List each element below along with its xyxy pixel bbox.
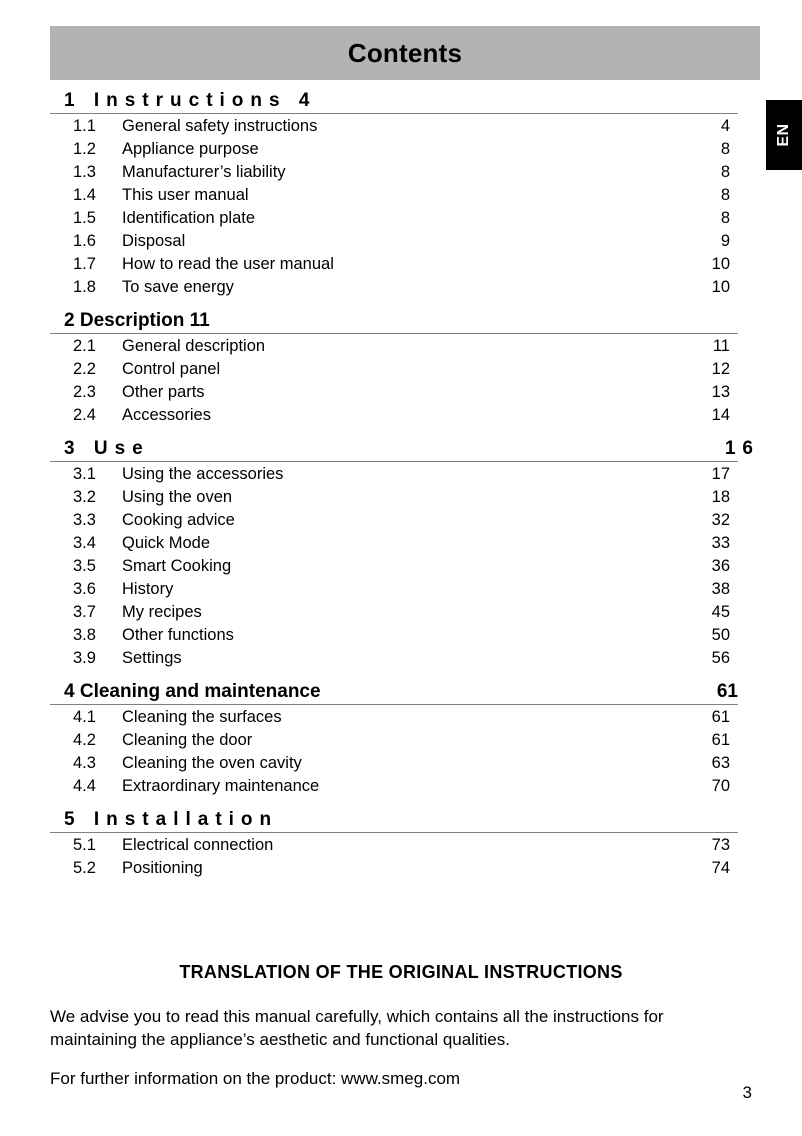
toc-entry[interactable] (0, 360, 802, 383)
toc-entry-number: 2.4 (73, 406, 96, 424)
toc-entry-page: 56 (711, 649, 730, 667)
toc-entry-page: 70 (711, 777, 730, 795)
toc-entry-page: 14 (711, 406, 730, 424)
toc-entry-label: Other parts (122, 383, 205, 401)
toc-entry-page: 12 (711, 360, 730, 378)
toc-chapter (0, 88, 802, 308)
toc-entry-page: 73 (711, 836, 730, 854)
toc-entry[interactable] (0, 488, 802, 511)
toc-entry-label: To save energy (122, 278, 234, 296)
toc-entry-number: 4.2 (73, 731, 96, 749)
toc-entry-number: 1.7 (73, 255, 96, 273)
toc-entry-label: My recipes (122, 603, 202, 621)
toc-entry-number: 3.7 (73, 603, 96, 621)
toc-chapter-heading[interactable] (0, 436, 802, 461)
toc-entry[interactable] (0, 859, 802, 882)
toc-entry-number: 3.9 (73, 649, 96, 667)
toc-entry-list (0, 334, 802, 436)
toc-entry-label: How to read the user manual (122, 255, 334, 273)
toc-entry-label: General description (122, 337, 266, 355)
toc-entry[interactable] (0, 603, 802, 626)
table-of-contents (0, 88, 802, 889)
toc-entry-number: 1.1 (73, 117, 96, 135)
toc-entry-label: Disposal (122, 232, 186, 250)
toc-entry[interactable] (0, 278, 802, 301)
toc-chapter (0, 308, 802, 436)
toc-entry-label: Accessories (122, 406, 211, 424)
toc-entry-number: 1.6 (73, 232, 96, 250)
toc-entry-page: 4 (720, 117, 730, 135)
footer-paragraph-2: For further information on the product: www.smeg.com (50, 1069, 461, 1088)
toc-entry-page: 18 (711, 488, 730, 506)
toc-entry-number: 1.5 (73, 209, 96, 227)
toc-entry[interactable] (0, 140, 802, 163)
toc-entry[interactable] (0, 649, 802, 672)
toc-entry-label: Extraordinary maintenance (122, 777, 320, 795)
toc-entry-page: 11 (712, 337, 730, 355)
toc-entry-page: 17 (711, 465, 730, 483)
toc-chapter-heading-page: 61 (716, 681, 738, 702)
toc-chapter (0, 807, 802, 889)
toc-entry-page: 8 (720, 140, 730, 158)
toc-chapter-heading[interactable] (0, 88, 802, 113)
toc-entry-page: 8 (720, 186, 730, 204)
toc-chapter-heading-label: 4 Cleaning and maintenance (64, 681, 321, 702)
toc-entry[interactable] (0, 232, 802, 255)
toc-entry-list (0, 705, 802, 807)
toc-entry[interactable] (0, 580, 802, 603)
toc-entry-label: Cleaning the oven cavity (122, 754, 302, 772)
toc-entry-number: 1.4 (73, 186, 96, 204)
toc-entry-label: Settings (122, 649, 182, 667)
toc-entry-number: 3.1 (73, 465, 96, 483)
toc-entry-label: Using the accessories (122, 465, 284, 483)
toc-entry[interactable] (0, 777, 802, 800)
toc-entry-label: Quick Mode (122, 534, 211, 552)
toc-entry-number: 2.2 (73, 360, 96, 378)
toc-entry-list (0, 833, 802, 889)
toc-entry-number: 3.6 (73, 580, 96, 598)
toc-entry-label: General safety instructions (122, 117, 318, 135)
toc-entry[interactable] (0, 836, 802, 859)
toc-entry-label: Identification plate (122, 209, 256, 227)
toc-entry-page: 8 (720, 163, 730, 181)
toc-chapter-heading-label: 1 Instructions 4 (64, 90, 317, 111)
toc-chapter (0, 679, 802, 807)
toc-entry[interactable] (0, 534, 802, 557)
toc-entry-label: Using the oven (122, 488, 233, 506)
toc-entry-label: Smart Cooking (122, 557, 232, 575)
toc-entry-list (0, 114, 802, 308)
toc-entry[interactable] (0, 255, 802, 278)
toc-entry-number: 3.4 (73, 534, 96, 552)
toc-entry[interactable] (0, 626, 802, 649)
toc-entry-page: 32 (711, 511, 730, 529)
toc-entry[interactable] (0, 557, 802, 580)
toc-entry-page: 61 (711, 708, 730, 726)
toc-entry[interactable] (0, 465, 802, 488)
toc-entry-label: Control panel (122, 360, 221, 378)
toc-entry-label: This user manual (122, 186, 249, 204)
toc-entry-label: History (122, 580, 174, 598)
toc-entry-label: Positioning (122, 859, 203, 877)
contents-header-banner (50, 26, 760, 80)
toc-entry[interactable] (0, 186, 802, 209)
toc-entry-number: 2.1 (73, 337, 96, 355)
toc-entry[interactable] (0, 337, 802, 360)
toc-entry-number: 5.1 (73, 836, 96, 854)
footer-heading: TRANSLATION OF THE ORIGINAL INSTRUCTIONS (179, 962, 623, 982)
footer-paragraph-1: We advise you to read this manual carefully, which contains all the instructions for maintaining the appliance’s aesthetic and functional qualities. (50, 1007, 664, 1049)
toc-chapter-heading[interactable] (0, 807, 802, 832)
toc-entry-list (0, 462, 802, 679)
toc-entry-page: 38 (711, 580, 730, 598)
toc-entry-page: 8 (720, 209, 730, 227)
toc-entry-page: 50 (711, 626, 730, 644)
toc-entry[interactable] (0, 209, 802, 232)
toc-entry-label: Manufacturer’s liability (122, 163, 286, 181)
toc-entry-page: 61 (711, 731, 730, 749)
toc-entry-page: 74 (711, 859, 730, 877)
toc-entry-label: Other functions (122, 626, 234, 644)
toc-entry[interactable] (0, 163, 802, 186)
toc-entry-number: 3.5 (73, 557, 96, 575)
toc-entry-number: 3.8 (73, 626, 96, 644)
toc-entry-number: 3.2 (73, 488, 96, 506)
toc-entry-label: Appliance purpose (122, 140, 259, 158)
toc-chapter-heading-label: 2 Description 11 (64, 310, 210, 331)
toc-entry[interactable] (0, 754, 802, 777)
toc-chapter-heading[interactable] (0, 679, 802, 704)
toc-entry[interactable] (0, 731, 802, 754)
toc-entry-page: 45 (711, 603, 730, 621)
toc-entry-number: 4.1 (73, 708, 96, 726)
toc-entry-label: Cleaning the door (122, 731, 253, 749)
toc-entry[interactable] (0, 406, 802, 429)
toc-entry-number: 4.3 (73, 754, 96, 772)
toc-chapter-heading-page: 16 (724, 438, 760, 459)
footer-block (0, 962, 802, 1090)
toc-entry[interactable] (0, 383, 802, 406)
toc-entry-page: 36 (711, 557, 730, 575)
toc-entry-label: Electrical connection (122, 836, 274, 854)
toc-entry-page: 10 (711, 278, 730, 296)
toc-entry-page: 9 (720, 232, 730, 250)
toc-entry-page: 33 (711, 534, 730, 552)
toc-entry-number: 1.8 (73, 278, 96, 296)
toc-entry-label: Cleaning the surfaces (122, 708, 282, 726)
toc-chapter (0, 436, 802, 679)
language-tab-label: EN (775, 123, 792, 147)
toc-entry-label: Cooking advice (122, 511, 235, 529)
toc-entry-number: 1.3 (73, 163, 96, 181)
toc-entry-number: 2.3 (73, 383, 96, 401)
toc-entry-number: 5.2 (73, 859, 96, 877)
toc-entry[interactable] (0, 117, 802, 140)
toc-chapter-heading-label: 5 Installation (64, 809, 279, 830)
toc-entry[interactable] (0, 708, 802, 731)
toc-chapter-heading[interactable] (0, 308, 802, 333)
toc-entry-page: 13 (711, 383, 730, 401)
toc-entry-number: 3.3 (73, 511, 96, 529)
toc-entry[interactable] (0, 511, 802, 534)
toc-entry-page: 63 (711, 754, 730, 772)
page-title: Contents (347, 37, 463, 68)
toc-entry-number: 4.4 (73, 777, 96, 795)
toc-entry-page: 10 (711, 255, 730, 273)
page-number: 3 (742, 1083, 752, 1102)
toc-chapter-heading-label: 3 Use (64, 438, 150, 459)
toc-entry-number: 1.2 (73, 140, 96, 158)
